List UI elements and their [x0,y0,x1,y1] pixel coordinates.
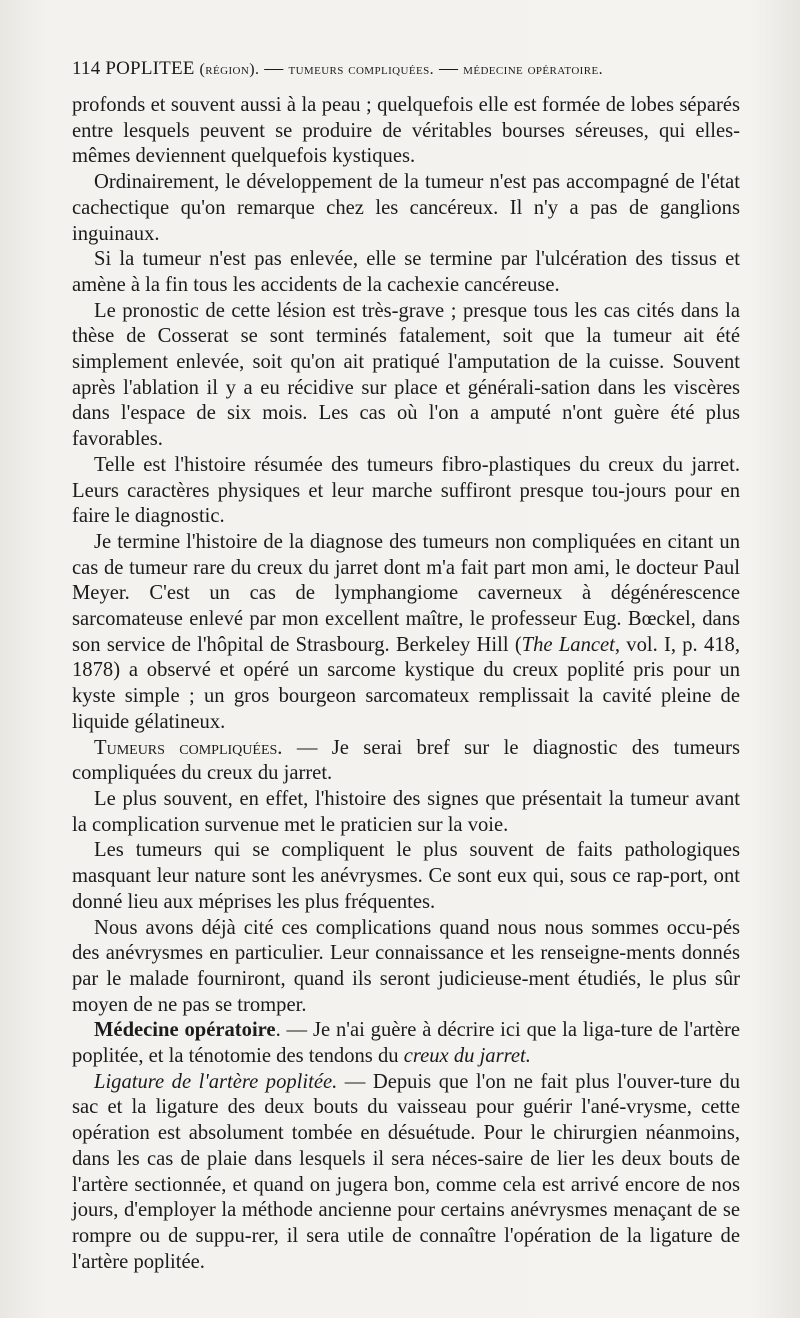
paragraph-text: Si la tumeur n'est pas enlevée, elle se termine par l'ulcération des tissus et amène à la fin tous les accidents de la cachexie cancéreuse. [72,248,740,296]
paragraph-text: — Je serai bref sur le diagnostic des tumeurs compliquées du creux du jarret. [72,736,740,785]
header-separator: — [264,58,284,79]
paragraph [72,736,740,787]
paragraph [72,787,740,838]
paragraph [72,1018,740,1069]
paragraph-text: Les tumeurs qui se compliquent le plus souvent de faits pathologiques masquant leur nature sont les anévrysmes. Ce sont eux qui, sous ce rap-port, ont donné lieu aux méprises les plus fréquentes. [72,839,740,913]
paragraph [72,838,740,915]
paragraph [72,916,740,1019]
running-header [72,58,752,80]
italic-term: creux du jarret. [403,1045,531,1068]
journal-title: The Lancet [521,633,615,656]
header-region: (région). [199,61,260,78]
paragraph [72,93,740,170]
section-heading-tumeurs-compliquees: Tumeurs compliquées. [94,736,283,759]
paragraph [72,170,740,247]
paragraph-text: Le plus souvent, en effet, l'histoire des signes que présentait la tumeur avant la complication survenue met le praticien sur la voie. [72,787,740,836]
paragraph [72,1070,740,1276]
paragraph-text: . — Je n'ai guère à décrire ici que la liga-ture de l'artère poplitée, et la ténotomie des tendons du [72,1019,740,1068]
paragraph-text: Telle est l'histoire résumée des tumeurs fibro-plastiques du creux du jarret. Leurs caractères physiques et leur marche suffiront presque tou-jours pour en faire le diagnostic. [72,453,740,528]
paragraph [72,299,740,453]
header-section-tumeurs: tumeurs compliquées. [288,61,435,78]
section-heading-medecine-operatoire: Médecine opératoire [94,1019,276,1042]
header-section-medecine: médecine opératoire. [463,61,603,78]
paragraph-text: Le pronostic de cette lésion est très-grave ; presque tous les cas cités dans la thèse de Cosserat se sont terminés fatalement, soit que la tumeur ait été simplement enlevée, soit qu'on ait pratiqué l'amputation de la cuisse. Souvent après l'ablation il y a eu récidive sur place et générali-sation dans les viscères dans l'espace de six mois. Les cas où l'on a amputé n'ont guère été plus favorables. [72,299,740,451]
body-text [72,93,740,1275]
paragraph-text: Nous avons déjà cité ces complications quand nous nous sommes occu-pés des anévrysmes en particulier. Leur connaissance et les renseigne-ments donnés par le malade fourniront, quand ils seront judicieuse-ment étudiés, le plus sûr moyen de ne pas se tromper. [72,916,740,1016]
paragraph [72,247,740,298]
paragraph-text: Ordinairement, le développement de la tumeur n'est pas accompagné de l'état cachectique qu'on remarque chez les cancéreux. Il n'y a pas de ganglions inguinaux. [72,171,740,245]
paragraph-text: , vol. I, p. 418, 1878) a observé et opéré un sarcome kystique du creux poplité pris pour un kyste simple ; un gros bourgeon sarcomateux remplissait la cavité pleine de liquide gélatineux. [72,633,740,733]
paragraph-text: — Depuis que l'on ne fait plus l'ouver-ture du sac et la ligature des deux bouts du vaisseau pour guérir l'ané-vrysme, cette opération est absolument tombée en désuétude. Pour le chirurgien néanmoins, dans les cas de plaie dans lesquels il sera néces-saire de lier les deux bouts de l'artère sectionnée, et quand on jugera bon, comme cela est arrivé encore de nos jours, d'employer la méthode ancienne pour certains anévrysmes menaçant de se rompre ou de suppu-rer, il sera utile de connaître l'opération de la ligature de l'artère poplitée. [72,1070,740,1273]
header-separator: — [438,58,459,79]
page-number: 114 [72,58,101,79]
subsection-heading-ligature: Ligature de l'artère poplitée. [94,1070,338,1093]
header-title: POPLITEE [105,58,195,79]
paragraph-text: profonds et souvent aussi à la peau ; quelquefois elle est formée de lobes séparés entre lesquels peuvent se produire de véritables bourses séreuses, qui elles-mêmes deviennent quelquefois kystiques. [72,94,740,168]
paragraph [72,530,740,736]
paragraph [72,453,740,530]
paragraph-text: Je termine l'histoire de la diagnose des tumeurs non compliquées en citant un cas de tumeur rare du creux du jarret dont m'a fait part mon ami, le docteur Paul Meyer. C'est un cas de lymphangiome caverneux à dégénérescence sarcomateuse enlevé par mon excellent maître, le professeur Eug. Bœckel, dans son service de l'hôpital de Strasbourg. Berkeley Hill ( [72,530,740,656]
